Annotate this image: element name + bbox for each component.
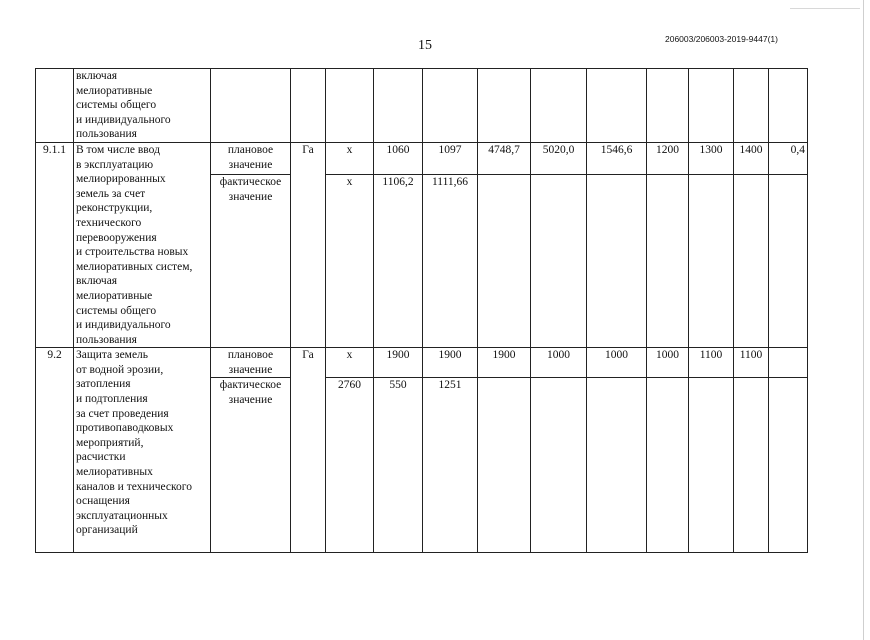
cell-value: [374, 69, 423, 143]
cell-value: 1900: [374, 348, 423, 378]
cell-value-type-actual: фактическое значение: [211, 175, 291, 348]
cell-value: 1000: [647, 348, 689, 378]
cell-value: [478, 69, 531, 143]
cell-value: [769, 378, 808, 553]
cell-value: [531, 69, 587, 143]
indicator-table-container: [35, 68, 807, 550]
cell-value: 0,4: [769, 142, 808, 174]
cell-value: 1000: [587, 348, 647, 378]
cell-unit: [291, 69, 326, 143]
scan-edge-top: [790, 8, 860, 9]
cell-value: [587, 69, 647, 143]
cell-value: x: [326, 142, 374, 174]
cell-value: [769, 175, 808, 348]
cell-value: [531, 175, 587, 348]
page-number: 15: [418, 38, 432, 53]
cell-value: [587, 378, 647, 553]
cell-value: 1900: [478, 348, 531, 378]
cell-value: [734, 175, 769, 348]
cell-value-type-planned: плановое значение: [211, 142, 291, 174]
cell-number: 9.2: [36, 348, 74, 553]
cell-value-type-actual: фактическое значение: [211, 378, 291, 553]
cell-value: 1111,66: [423, 175, 478, 348]
cell-value: [647, 69, 689, 143]
cell-value: 1251: [423, 378, 478, 553]
cell-value: 1100: [734, 348, 769, 378]
cell-value: [647, 378, 689, 553]
cell-value: 1900: [423, 348, 478, 378]
indicator-table: [35, 68, 808, 553]
cell-value: 550: [374, 378, 423, 553]
table-row-9-2-planned: [36, 348, 808, 378]
cell-value: 4748,7: [478, 142, 531, 174]
cell-value: [769, 348, 808, 378]
cell-value: [326, 69, 374, 143]
cell-value: 1106,2: [374, 175, 423, 348]
cell-value: [531, 378, 587, 553]
cell-value: 1060: [374, 142, 423, 174]
cell-value: [689, 378, 734, 553]
scan-edge-right: [863, 0, 864, 640]
cell-value: 1400: [734, 142, 769, 174]
cell-indicator-name: Защита земель от водной эрозии, затопления и подтопления за счет проведения противопаводковых мероприятий, расчистки мелиоративных каналов и технического оснащения эксплуатационных организаций: [74, 348, 211, 553]
cell-value: 2760: [326, 378, 374, 553]
cell-number: 9.1.1: [36, 142, 74, 347]
cell-number: [36, 69, 74, 143]
cell-value: [734, 69, 769, 143]
cell-value: [423, 69, 478, 143]
cell-value-type: [211, 69, 291, 143]
document-id: 206003/206003-2019-9447(1): [665, 34, 778, 44]
cell-value: 5020,0: [531, 142, 587, 174]
cell-value: 1546,6: [587, 142, 647, 174]
cell-value: x: [326, 175, 374, 348]
cell-value: 1100: [689, 348, 734, 378]
cell-value: [689, 69, 734, 143]
cell-value: 1000: [531, 348, 587, 378]
cell-value: [769, 69, 808, 143]
cell-indicator-name: включая мелиоративные системы общего и индивидуального пользования: [74, 69, 211, 143]
cell-value: [734, 378, 769, 553]
cell-value: x: [326, 348, 374, 378]
cell-value: [587, 175, 647, 348]
table-row-9-1-1-planned: [36, 142, 808, 174]
cell-value: [689, 175, 734, 348]
cell-value-type-planned: плановое значение: [211, 348, 291, 378]
cell-unit: Га: [291, 142, 326, 347]
cell-value: 1097: [423, 142, 478, 174]
cell-value: [478, 175, 531, 348]
cell-unit: Га: [291, 348, 326, 553]
cell-indicator-name: В том числе ввод в эксплуатацию мелиорированных земель за счет реконструкции, технического перевооружения и строительства новых мелиоративных систем, включая мелиоративные системы общего и индивидуального пользования: [74, 142, 211, 347]
table-row-continuation: [36, 69, 808, 143]
cell-value: 1300: [689, 142, 734, 174]
cell-value: [647, 175, 689, 348]
cell-value: [478, 378, 531, 553]
cell-value: 1200: [647, 142, 689, 174]
